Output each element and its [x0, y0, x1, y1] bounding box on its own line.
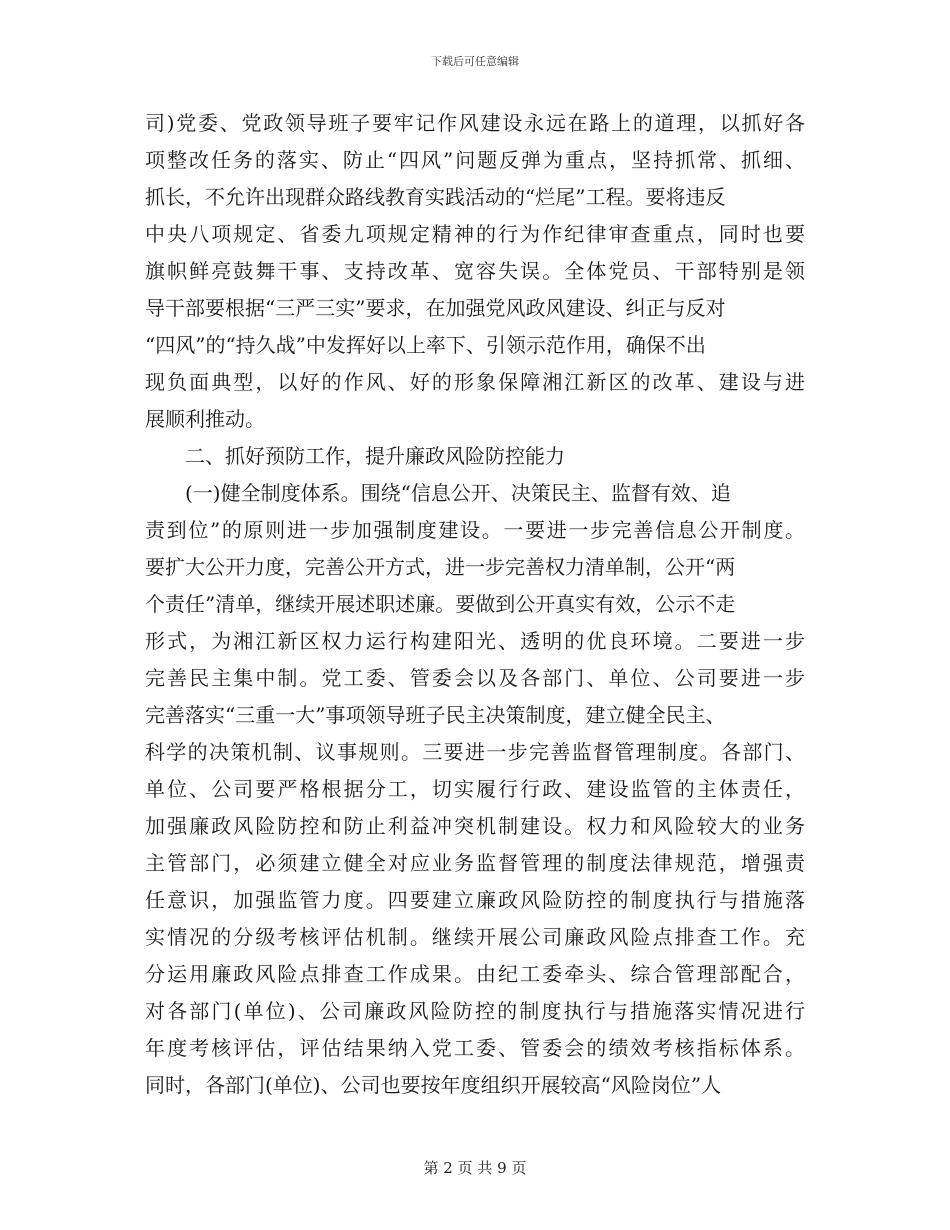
- text-line: 科学的决策机制、议事规则。三要进一步完善监督管理制度。各部门、: [145, 740, 807, 764]
- text-line: 中央八项规定、省委九项规定精神的行为作纪律审查重点，同时也要: [145, 222, 808, 246]
- page-header: 下载后可任意编辑: [431, 55, 519, 68]
- text-line: 加强廉政风险防控和防止利益冲突机制建设。权力和风险较大的业务: [145, 814, 808, 838]
- text-line: 对各部门(单位)、公司廉政风险防控的制度执行与措施落实情况进行: [145, 999, 808, 1023]
- text-line: 个责任”清单，继续开展述职述廉。要做到公开真实有效，公示不走: [145, 592, 736, 616]
- text-line: 实情况的分级考核评估机制。继续开展公司廉政风险点排查工作。充: [145, 925, 808, 949]
- text-line: 二、抓好预防工作，提升廉政风险防控能力: [185, 444, 565, 468]
- text-line: 同时，各部门(单位)、公司也要按年度组织开展较高“风险岗位”人: [145, 1073, 722, 1097]
- page-footer: 第 2 页 共 9 页: [423, 1159, 527, 1177]
- text-line: 任意识，加强监管力度。四要建立廉政风险防控的制度执行与措施落: [145, 888, 808, 912]
- text-line: 形式，为湘江新区权力运行构建阳光、透明的优良环境。二要进一步: [145, 629, 808, 653]
- text-line: “四风”的“持久战”中发挥好以上率下、引领示范作用，确保不出: [145, 333, 706, 357]
- text-line: 导干部要根据“三严三实”要求，在加强党风政风建设、纠正与反对: [145, 296, 726, 320]
- text-line: 展顺利推动。: [145, 407, 265, 431]
- text-line: 完善民主集中制。党工委、管委会以及各部门、单位、公司要进一步: [145, 666, 808, 690]
- text-line: 年度考核评估，评估结果纳入党工委、管委会的绩效考核指标体系。: [145, 1036, 808, 1060]
- text-line: 抓长，不允许出现群众路线教育实践活动的“烂尾”工程。要将违反: [145, 185, 726, 209]
- text-line: 要扩大公开力度，完善公开方式，进一步完善权力清单制，公开“两: [145, 555, 736, 579]
- text-line: 责到位”的原则进一步加强制度建设。一要进一步完善信息公开制度。: [145, 518, 807, 542]
- document-body: [145, 105, 808, 1104]
- text-line: 分运用廉政风险点排查工作成果。由纪工委牵头、综合管理部配合，: [145, 962, 808, 986]
- text-line: 司)党委、党政领导班子要牢记作风建设永远在路上的道理，以抓好各: [145, 111, 807, 135]
- text-line: 单位、公司要严格根据分工，切实履行行政、建设监管的主体责任，: [145, 777, 808, 801]
- text-line: 主管部门，必须建立健全对应业务监督管理的制度法律规范，增强责: [145, 851, 808, 875]
- text-line: 现负面典型，以好的作风、好的形象保障湘江新区的改革、建设与进: [145, 370, 808, 394]
- text-line: (一)健全制度体系。围绕“信息公开、决策民主、监督有效、追: [185, 481, 731, 505]
- text-line: 完善落实“三重一大”事项领导班子民主决策制度，建立健全民主、: [145, 703, 726, 727]
- text-line: 旗帜鲜亮鼓舞干事、支持改革、宽容失误。全体党员、干部特别是领: [145, 259, 808, 283]
- text-line: 项整改任务的落实、防止“四风”问题反弹为重点，坚持抓常、抓细、: [145, 148, 807, 172]
